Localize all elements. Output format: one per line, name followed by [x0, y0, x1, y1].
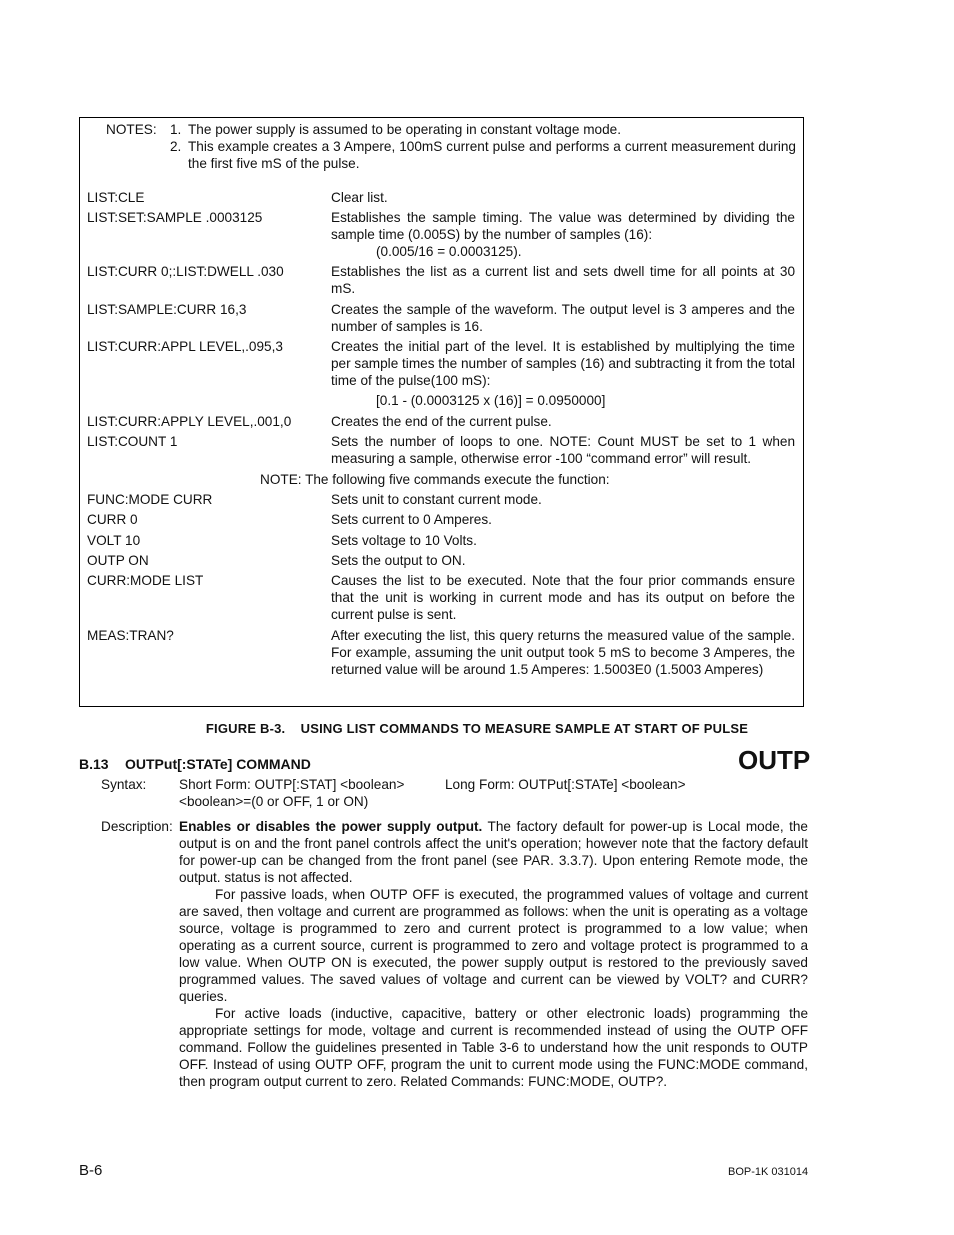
command-text: LIST:CURR:APPLY LEVEL,.001,0 — [87, 414, 292, 429]
formula-text: (0.005/16 = 0.0003125). — [376, 244, 522, 259]
command-text: LIST:CURR:APPL LEVEL,.095,3 — [87, 339, 283, 354]
command-text: LIST:COUNT 1 — [87, 434, 178, 449]
description-label: Description: — [101, 819, 173, 834]
description-paragraph — [179, 818, 808, 886]
command-description: After executing the list, this query returns the measured value of the sample. For example, assuming the unit output took 5 mS to become 3 Amperes, the returned value will be around 1.5 Amperes: 1.5003E0 (1.5003 Amperes) — [331, 628, 795, 677]
section-title: OUTPut[:STATe] COMMAND — [125, 756, 311, 772]
figure-box — [79, 117, 804, 707]
document-id: BOP-1K 031014 — [728, 1166, 809, 1178]
command-text: FUNC:MODE CURR — [87, 492, 213, 507]
command-description: Clear list. — [331, 190, 388, 205]
command-text: CURR:MODE LIST — [87, 573, 204, 588]
command-description: Sets current to 0 Amperes. — [331, 512, 492, 527]
command-description: Sets the output to ON. — [331, 553, 466, 568]
notes-label: NOTES: — [106, 122, 157, 137]
command-text: LIST:SET:SAMPLE .0003125 — [87, 210, 263, 225]
note-number: 1. — [170, 122, 182, 137]
syntax-label: Syntax: — [101, 777, 147, 792]
description-paragraph: For passive loads, when OUTP OFF is executed, the programmed values of voltage and current are saved, then voltage and current are programmed as follows: when the unit is operating as a voltage source, voltage is programmed to zero and current protect is programmed to a low value; when operating as a current source, current is programmed to zero and voltage protect is programmed to a low value. When OUTP ON is executed, the power supply output is restored to the previously saved programmed values. The saved values of voltage and current can be viewed by VOLT? and CURR? queries. — [179, 887, 808, 1004]
command-description: Sets unit to constant current mode. — [331, 492, 542, 507]
command-description: Sets the number of loops to one. NOTE: Count MUST be set to 1 when measuring a sample, otherwise error -100 “command error” will result. — [331, 434, 795, 466]
command-name: OUTP — [738, 745, 811, 775]
command-description — [331, 338, 795, 409]
command-description — [331, 209, 795, 260]
command-text: VOLT 10 — [87, 533, 141, 548]
command-text: LIST:CURR 0;:LIST:DWELL .030 — [87, 264, 284, 279]
syntax-short-form: Short Form: OUTP[:STAT] <boolean> — [179, 777, 405, 792]
description-paragraph: For active loads (inductive, capacitive, battery or other electronic loads) programming the appropriate settings for mode, voltage and current is recommended instead of using the OUTP OFF command. Follow the guidelines presented in Table 3-6 to understand how the unit responds to OUTP OFF. Instead of using OUTP OFF, program the unit to current mode using the FUNC:MODE command, then program output current to zero. Related Commands: FUNC:MODE, OUTP?. — [179, 1006, 808, 1089]
figure-caption: FIGURE B-3. USING LIST COMMANDS TO MEASURE SAMPLE AT START OF PULSE — [205, 721, 749, 736]
section-heading — [79, 756, 311, 773]
description-text: The factory default for power-up is Local mode, the output is on and the front panel controls affect the unit's operation; however note that the factory default for power-up can be changed from the front panel (see PAR. 3.3.7). Upon entering Remote mode, the output. status is not affected. — [179, 819, 808, 885]
command-description: Establishes the list as a current list and sets dwell time for all points at 30 mS. — [331, 264, 795, 296]
description-lead: Enables or disables the power supply output. — [179, 819, 483, 834]
page-number: B-6 — [79, 1162, 103, 1179]
description-text: Establishes the sample timing. The value was determined by dividing the sample time (0.005S) by the number of samples (16): — [331, 210, 795, 242]
command-text: CURR 0 — [87, 512, 138, 527]
command-description: Sets voltage to 10 Volts. — [331, 533, 477, 548]
description-body — [179, 818, 808, 1090]
command-description: Creates the sample of the waveform. The output level is 3 amperes and the number of samples is 16. — [331, 302, 795, 334]
note-number: 2. — [170, 139, 182, 154]
note-text: The power supply is assumed to be operating in constant voltage mode. — [188, 122, 621, 137]
description-text: Creates the initial part of the level. It is established by multiplying the time per sample times the number of samples (16) and subtracting it from the total time of the pulse(100 mS): — [331, 339, 795, 388]
command-text: LIST:SAMPLE:CURR 16,3 — [87, 302, 247, 317]
section-number: B.13 — [79, 756, 109, 772]
command-text: LIST:CLE — [87, 190, 145, 205]
command-description: Causes the list to be executed. Note that the four prior commands ensure that the unit is working in current mode and has its output on before the current pulse is sent. — [331, 573, 795, 622]
command-text: OUTP ON — [87, 553, 149, 568]
syntax-boolean: <boolean>=(0 or OFF, 1 or ON) — [179, 794, 369, 809]
command-text: MEAS:TRAN? — [87, 628, 174, 643]
syntax-long-form: Long Form: OUTPut[:STATe] <boolean> — [445, 777, 686, 792]
note-text: This example creates a 3 Ampere, 100mS current pulse and performs a current measurement during the first five mS of the pulse. — [188, 139, 796, 171]
formula-text: [0.1 - (0.0003125 x (16)] = 0.0950000] — [376, 393, 606, 408]
center-note: NOTE: The following five commands execute the function: — [260, 472, 610, 487]
command-description: Creates the end of the current pulse. — [331, 414, 552, 429]
